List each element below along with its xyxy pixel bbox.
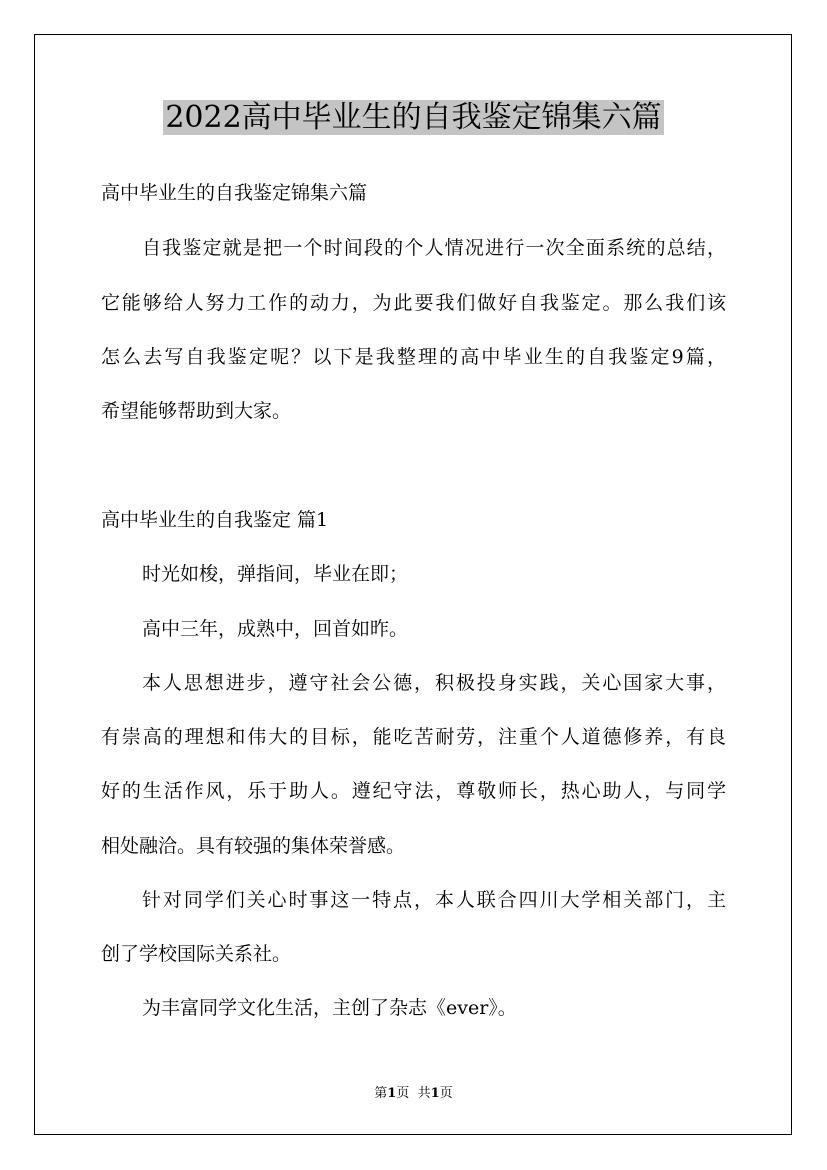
section-heading: 高中毕业生的自我鉴定 篇1 <box>101 509 329 531</box>
intro-line: 自我鉴定就是把一个时间段的个人情况进行一次全面系统的总结， <box>142 237 726 259</box>
section-line: 有崇高的理想和伟大的目标，能吃苦耐劳，注重个人道德修养，有良 <box>101 726 726 748</box>
section-line: 本人思想进步，遵守社会公德，积极投身实践，关心国家大事， <box>142 672 726 694</box>
section-line: 针对同学们关心时事这一特点，本人联合四川大学相关部门，主 <box>142 889 726 911</box>
section-line: 好的生活作风，乐于助人。遵纪守法，尊敬师长，热心助人，与同学 <box>101 780 726 802</box>
section-line: 相处融洽。具有较强的集体荣誉感。 <box>101 835 406 857</box>
footer-page-unit: 页 <box>396 1086 410 1101</box>
footer-total-prefix: 共 <box>417 1086 431 1101</box>
section-line: 高中三年，成熟中，回首如昨。 <box>142 618 409 640</box>
footer-page-number: 1 <box>387 1086 397 1101</box>
footer-prefix: 第 <box>374 1086 388 1101</box>
footer-total-pages: 1 <box>430 1086 440 1101</box>
section-line: 时光如梭，弹指间，毕业在即； <box>142 563 409 585</box>
document-subtitle: 高中毕业生的自我鉴定锦集六篇 <box>101 182 368 204</box>
footer-total-unit: 页 <box>439 1086 453 1101</box>
section-line: 为丰富同学文化生活，主创了杂志《ever》。 <box>142 997 517 1019</box>
intro-line: 它能够给人努力工作的动力，为此要我们做好自我鉴定。那么我们该 <box>101 292 726 314</box>
intro-line: 希望能够帮助到大家。 <box>101 400 292 422</box>
intro-line: 怎么去写自我鉴定呢？以下是我整理的高中毕业生的自我鉴定9篇， <box>101 346 726 368</box>
document-title: 2022高中毕业生的自我鉴定锦集六篇 <box>165 100 662 135</box>
section-line: 创了学校国际关系社。 <box>101 943 292 965</box>
document-title-wrap <box>0 96 827 140</box>
page-footer <box>0 1082 827 1101</box>
